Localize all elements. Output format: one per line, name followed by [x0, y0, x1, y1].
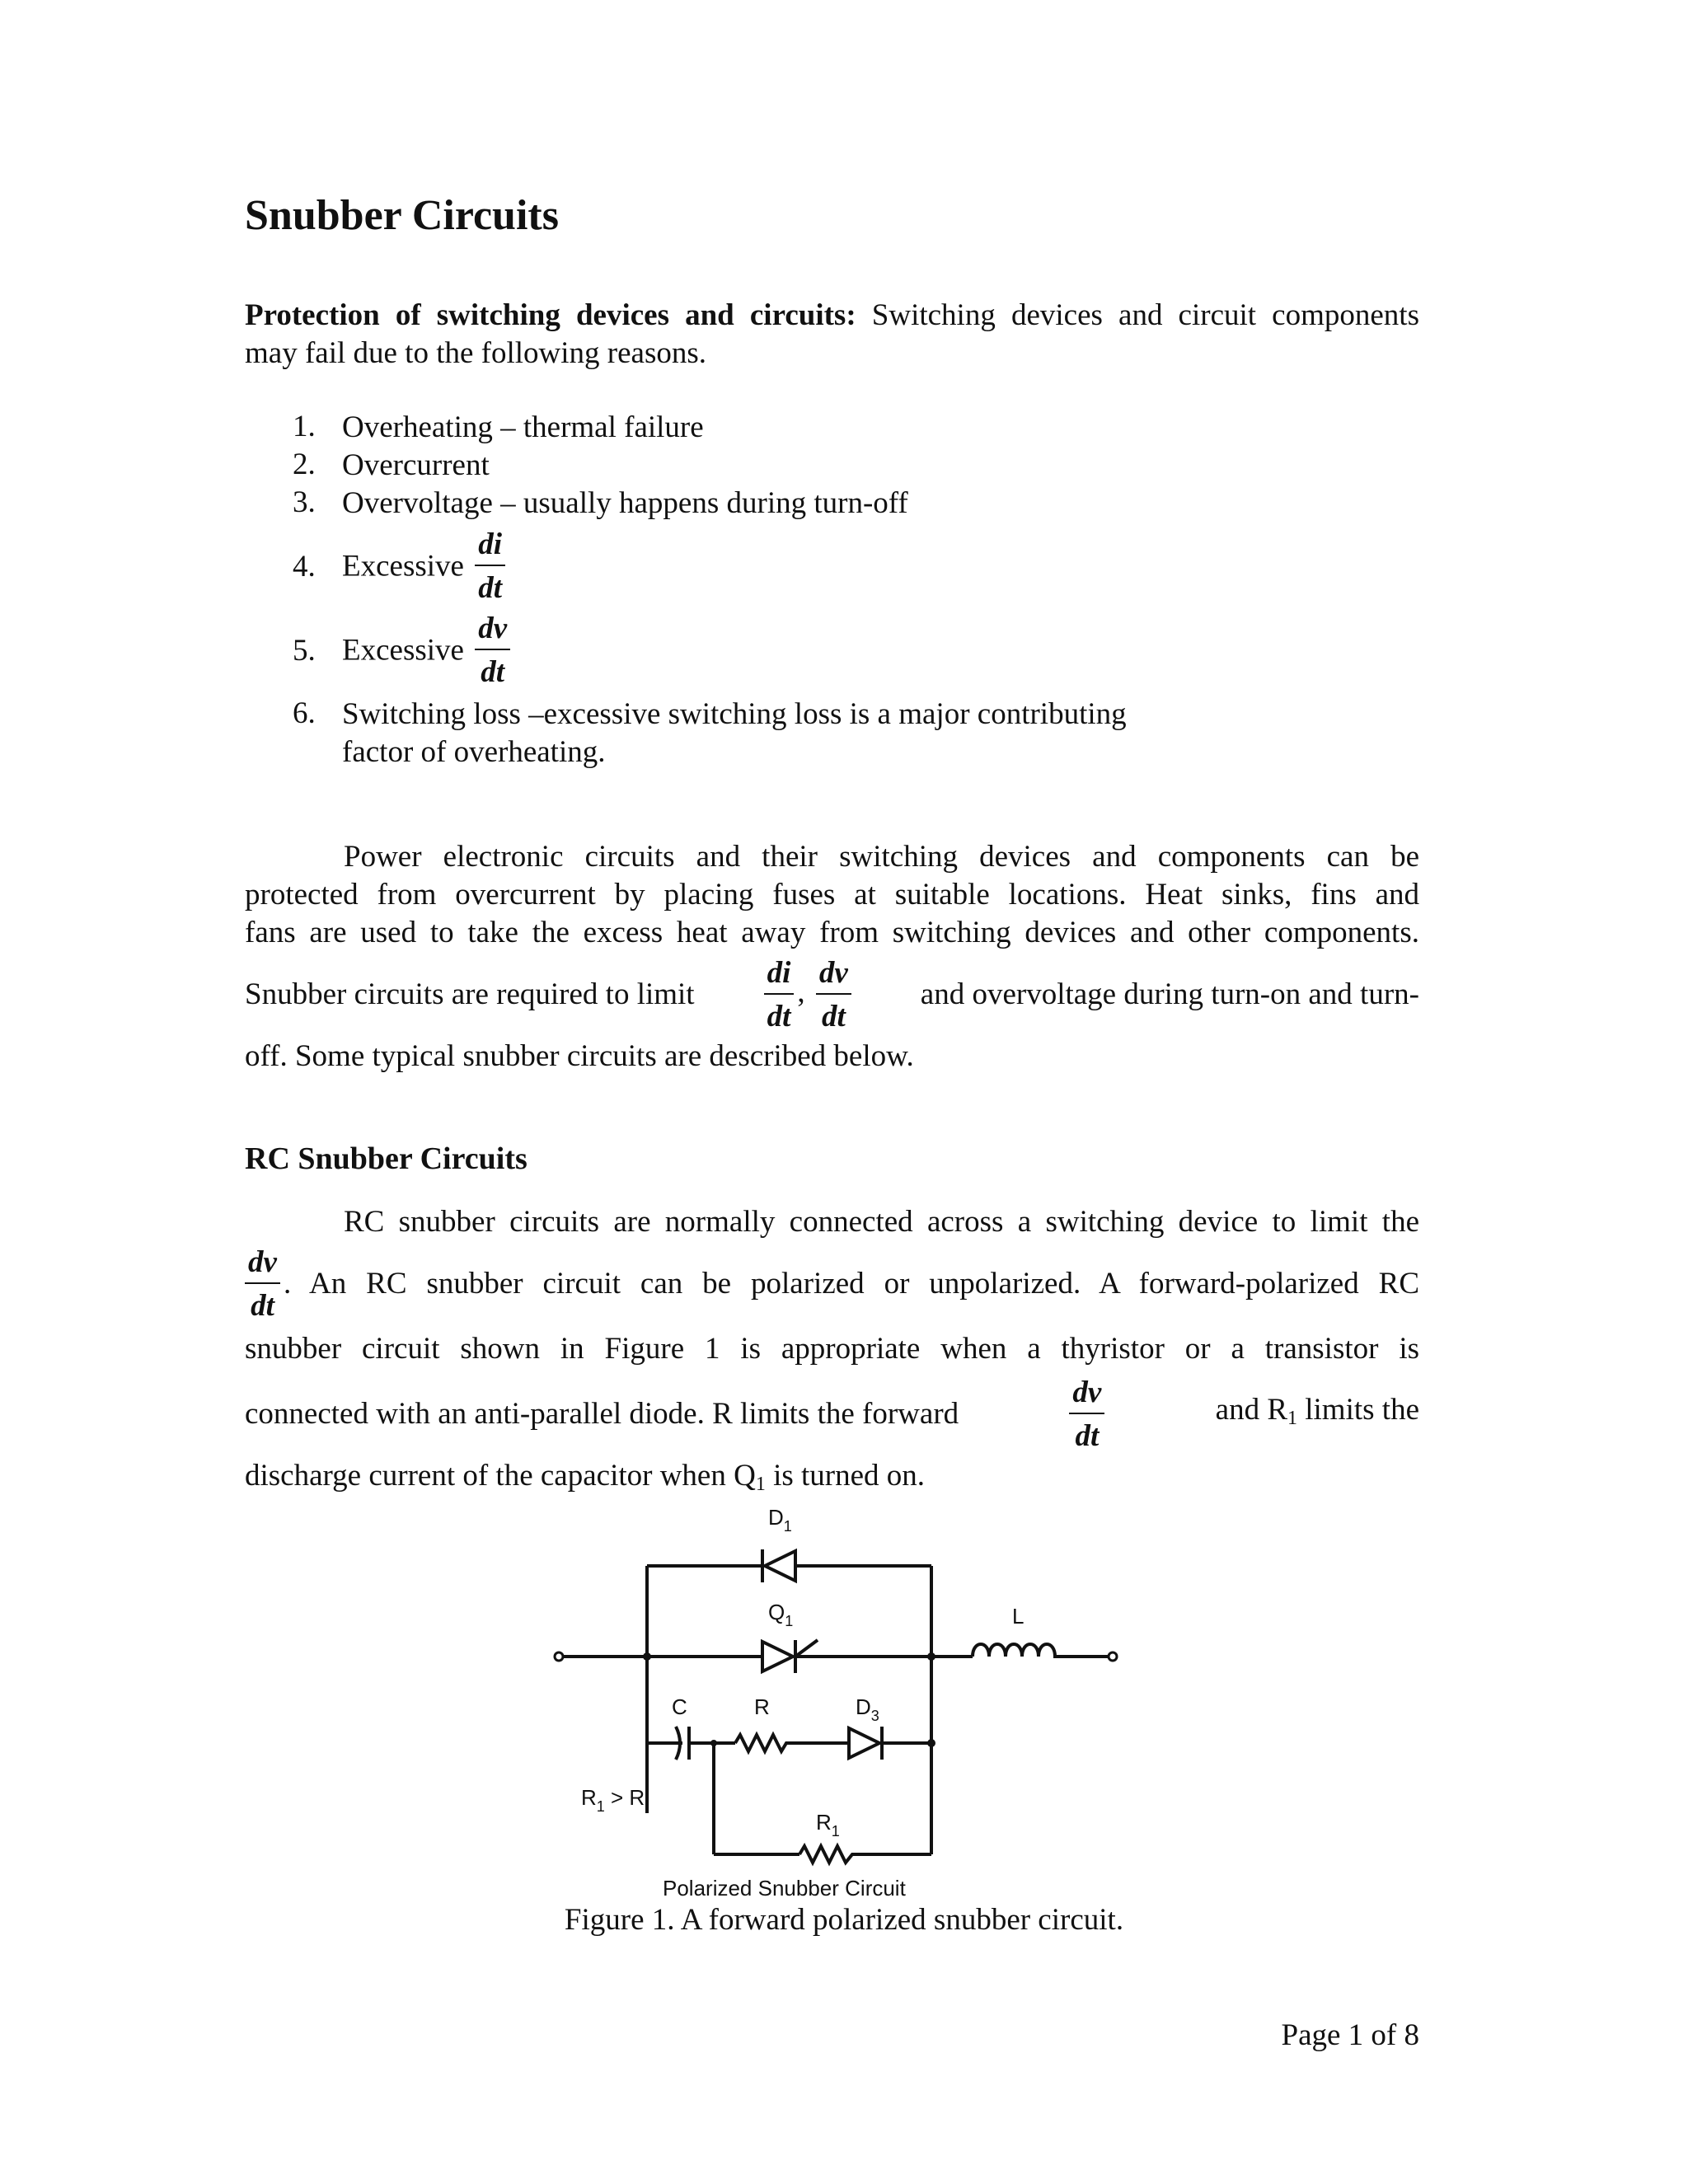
power-electronics-paragraph — [245, 838, 1419, 1076]
section-heading: RC Snubber Circuits — [245, 1141, 528, 1176]
list-number: 2. — [293, 448, 316, 481]
para2-line-4a: Snubber circuits are required to limit — [245, 977, 695, 1011]
label-r: R — [754, 1694, 770, 1719]
section-line-5: discharge current of the capacitor when $Q_1$ is turned on. — [245, 1459, 926, 1495]
list-number: 3. — [293, 485, 316, 519]
section-line-3: snubber circuit shown in Figure 1 is appropriate when a thyristor or a transistor is — [245, 1332, 1419, 1366]
intro-line-1 — [245, 297, 1419, 335]
para2-line-4b: and overvoltage during turn-on and turn- — [920, 977, 1419, 1011]
list-item — [293, 613, 1364, 687]
list-item — [293, 696, 1364, 771]
figure-caption: Figure 1. A forward polarized snubber circuit. — [564, 1903, 1124, 1937]
section-line-2-text: . An RC snubber circuit can be polarized or unpolarized. A forward-polarized RC — [283, 1267, 1419, 1301]
list-item — [293, 529, 1364, 603]
para2-line-5: off. Some typical snubber circuits are described below. — [245, 1039, 914, 1073]
fraction-dv-dt: $\frac{dv}{dt}$ — [1069, 1377, 1104, 1451]
para2-line-2: protected from overcurrent by placing fuses at suitable locations. Heat sinks, fins and — [245, 878, 1419, 912]
list-number: 5. — [293, 633, 316, 668]
list-text: Overvoltage – usually happens during turn-off — [342, 486, 908, 520]
rc-snubber-paragraph — [245, 1203, 1419, 1503]
junction-node — [927, 1739, 935, 1747]
fraction-dv-dt: $\frac{dv}{dt}$ — [475, 613, 510, 687]
section-line-1: RC snubber circuits are normally connected across a switching device to limit the — [344, 1205, 1419, 1239]
para2-fractions: $\frac{di}{dt}$ , $\frac{dv}{dt}$ — [761, 958, 855, 1032]
fraction-dv-dt: $\frac{dv}{dt}$ — [245, 1247, 280, 1321]
intro-lead: Protection of switching devices and circuits: — [245, 298, 856, 332]
diode-d3-symbol — [849, 1727, 882, 1760]
resistor-r1-symbol — [799, 1846, 857, 1863]
list-text: Excessive — [342, 549, 464, 583]
para2-line-4 — [245, 952, 1419, 1038]
intro-paragraph — [245, 297, 1419, 373]
para2-line-1: Power electronic circuits and their switching devices and components can be — [344, 840, 1419, 874]
figure-subtitle: Polarized Snubber Circuit — [663, 1876, 906, 1900]
label-r1: $R_1$ — [816, 1810, 840, 1840]
list-text: Excessive — [342, 633, 464, 668]
junction-node — [710, 1740, 717, 1746]
label-d1: $D_1$ — [768, 1505, 792, 1535]
section-line-4a: connected with an anti-parallel diode. R limits the forward — [245, 1397, 959, 1431]
para2-line-3: fans are used to take the excess heat away from switching devices and other components. — [245, 916, 1419, 949]
label-r1-condition: $R_1 > R$ — [581, 1785, 645, 1815]
intro-text-1: Switching devices and circuit components — [856, 298, 1419, 332]
fraction-di-dt: $\frac{di}{dt}$ — [475, 529, 505, 603]
section-line-4b: and $R_1$ limits the — [1215, 1393, 1419, 1429]
list-text: Switching loss –excessive switching loss is a major contributing factor of overheating. — [342, 697, 1127, 769]
list-number: 1. — [293, 410, 316, 443]
list-item — [293, 485, 1364, 523]
terminal-left — [555, 1652, 563, 1661]
list-item — [293, 447, 1364, 485]
label-c: C — [672, 1694, 687, 1719]
junction-node — [643, 1652, 651, 1661]
fraction-di-dt: $\frac{di}{dt}$ — [764, 958, 795, 1032]
page-number: Page 1 of 8 — [1281, 2018, 1419, 2052]
list-number: 4. — [293, 549, 316, 583]
list-text: Overheating – thermal failure — [342, 410, 704, 444]
list-number: 6. — [293, 696, 316, 730]
label-l: L — [1012, 1604, 1025, 1629]
resistor-r-symbol — [735, 1735, 791, 1751]
list-item — [293, 409, 1364, 447]
label-q1: $Q_1$ — [768, 1600, 794, 1629]
junction-node — [927, 1652, 935, 1661]
diode-d1-symbol — [762, 1549, 795, 1582]
terminal-right — [1109, 1652, 1117, 1661]
inductor-l-symbol — [973, 1644, 1063, 1657]
list-text: Overcurrent — [342, 448, 490, 482]
snubber-circuit-diagram — [544, 1492, 1170, 1904]
intro-line-2: may fail due to the following reasons. — [245, 336, 707, 370]
section-line-2 — [245, 1241, 1419, 1327]
section-line-4 — [245, 1371, 1419, 1457]
label-d3: $D_3$ — [856, 1694, 879, 1724]
page-title: Snubber Circuits — [245, 192, 559, 239]
fraction-dv-dt: $\frac{dv}{dt}$ — [816, 958, 851, 1032]
